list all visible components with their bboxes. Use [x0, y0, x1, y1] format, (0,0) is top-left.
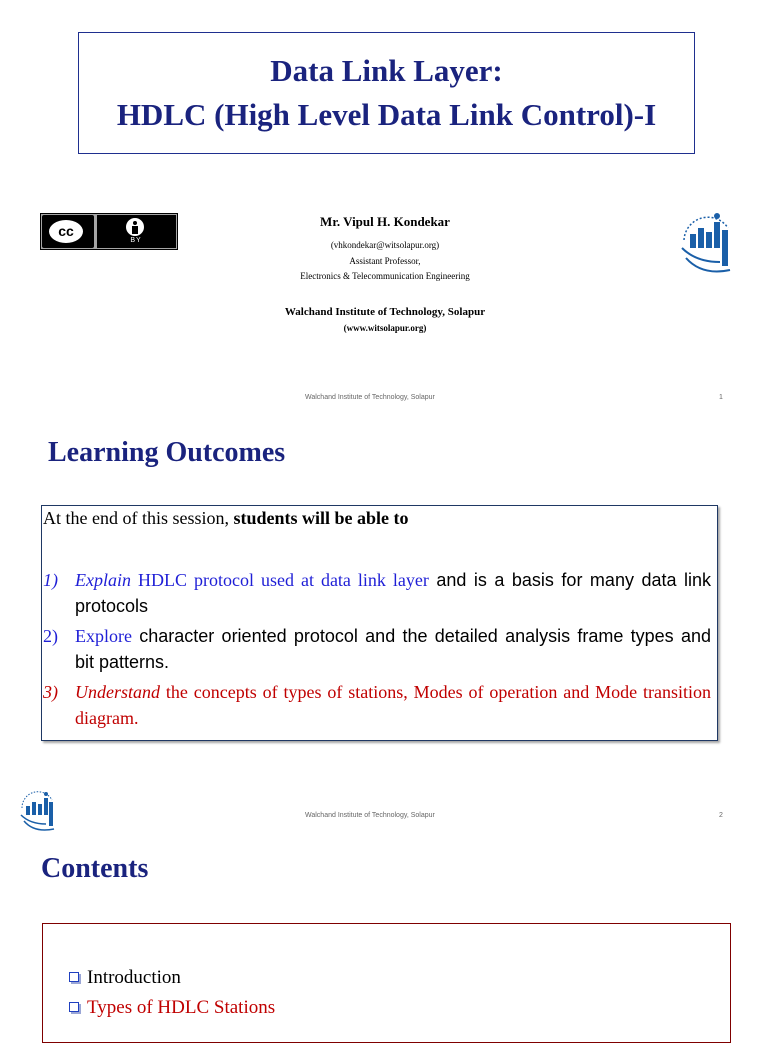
contents-item	[69, 997, 275, 1019]
institute-name: Walchand Institute of Technology, Solapur	[284, 306, 486, 318]
outcome-highlight: HDLC protocol used at data link layer	[131, 570, 429, 590]
slide2-page-number: 2	[719, 812, 723, 819]
outcome-verb: Explain	[75, 570, 131, 590]
attribution-person-icon	[124, 216, 146, 238]
slide1-page-number: 1	[719, 394, 723, 401]
square-bullet-icon	[69, 1002, 79, 1012]
author-role: Assistant Professor,	[349, 256, 421, 266]
outcome-text: and is a basis for many data link protocols	[75, 570, 711, 616]
author-email: (vhkondekar@witsolapur.org)	[330, 240, 440, 250]
outcome-verb: Explore	[75, 626, 132, 646]
cc-by-license-badge	[40, 213, 178, 250]
contents-item-label: Introduction	[87, 967, 181, 988]
contents-item-label: Types of HDLC Stations	[87, 997, 276, 1018]
outcome-number: 1)	[43, 570, 58, 590]
outcome-text: the concepts of types of stations, Modes of operation and Mode transition diagram.	[75, 682, 711, 728]
contents-item	[69, 967, 181, 989]
title-box	[78, 32, 695, 154]
outcome-number: 3)	[43, 682, 58, 702]
intro-bold-text: students will be able to	[233, 508, 409, 528]
outcome-verb: Understand	[75, 682, 160, 702]
square-bullet-icon	[69, 972, 79, 982]
slide2-footer-institute: Walchand Institute of Technology, Solapur	[305, 812, 435, 819]
by-section	[97, 215, 176, 248]
title-line-1: Data Link Layer:	[270, 53, 503, 88]
institute-logo-small-icon	[18, 786, 58, 834]
learning-outcomes-intro	[43, 508, 409, 529]
learning-outcome-item	[43, 623, 711, 675]
contents-heading: Contents	[41, 853, 149, 884]
slide1-footer-institute: Walchand Institute of Technology, Solapur	[305, 394, 435, 401]
learning-outcome-item	[43, 567, 711, 619]
by-label: BY	[130, 237, 142, 244]
intro-plain-text: At the end of this session,	[43, 508, 234, 528]
learning-outcome-item	[43, 679, 711, 731]
title-line-2: HDLC (High Level Data Link Control)-I	[116, 97, 657, 132]
cc-logo	[42, 215, 94, 248]
learning-outcomes-heading: Learning Outcomes	[48, 437, 286, 468]
outcome-text: character oriented protocol and the detailed analysis frame types and bit patterns.	[75, 626, 711, 672]
author-name: Mr. Vipul H. Kondekar	[320, 214, 450, 229]
outcome-number: 2)	[43, 626, 58, 646]
institute-logo-icon	[676, 200, 736, 280]
cc-icon: cc	[46, 217, 86, 246]
institute-url: (www.witsolapur.org)	[343, 323, 427, 333]
author-department: Electronics & Telecommunication Engineering	[300, 271, 470, 281]
